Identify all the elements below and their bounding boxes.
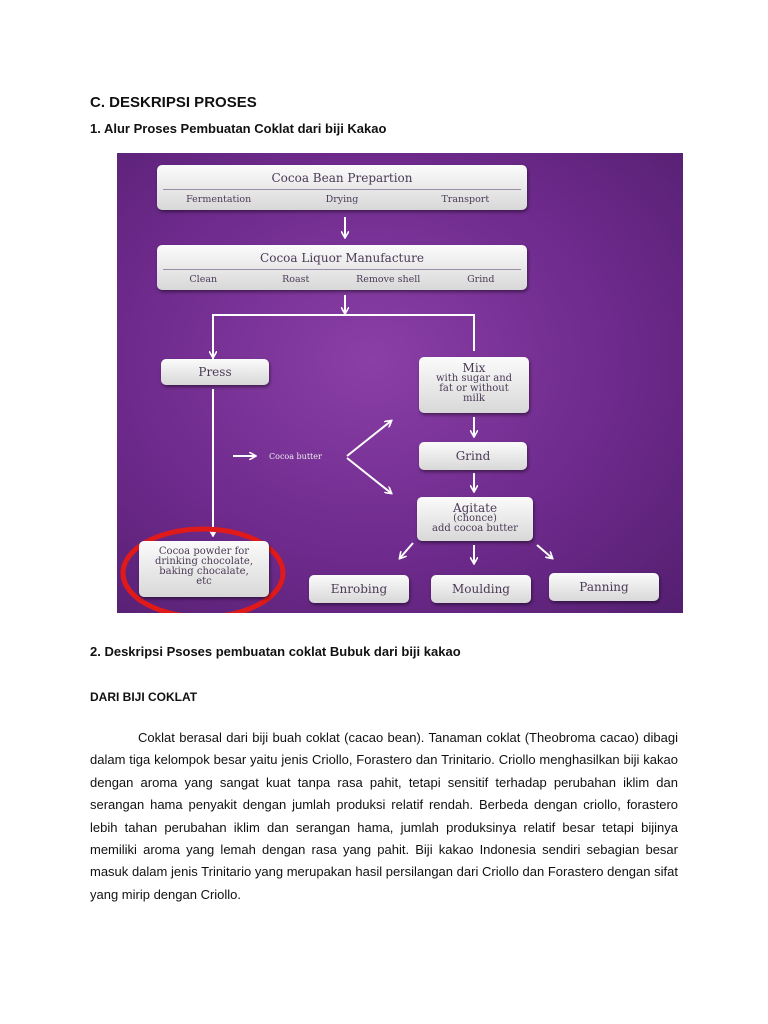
mix-line-3: milk	[463, 393, 485, 404]
arrow-to-panning	[537, 545, 552, 558]
step-remove-shell: Remove shell	[356, 274, 421, 285]
moulding-label: Moulding	[451, 582, 510, 596]
powder-line-2: drinking chocolate,	[154, 556, 254, 567]
arrow-cocoa-butter-up	[347, 421, 391, 456]
cocoa-butter-label: Cocoa butter	[269, 452, 322, 461]
subsection-title-1: 1. Alur Proses Pembuatan Coklat dari biji Kakao	[90, 121, 387, 136]
branch-line	[213, 315, 474, 363]
step-roast: Roast	[282, 274, 310, 285]
arrow-cocoa-butter-down	[347, 458, 391, 493]
grind-label: Grind	[455, 449, 491, 463]
step-grind: Grind	[467, 274, 495, 285]
step-fermentation: Fermentation	[186, 194, 252, 205]
enrobing-box	[309, 575, 409, 603]
step-drying: Drying	[325, 194, 359, 205]
agitate-title: Agitate	[452, 501, 498, 515]
mix-box	[419, 357, 529, 413]
body-paragraph: Coklat berasal dari biji buah coklat (cacao bean). Tanaman coklat (Theobroma cacao) dibagi dalam tiga kelompok besar yaitu jenis Criollo, Forastero dan Trinitario. Criollo menghasilkan biji kakao dengan aroma yang sangat kuat tanpa rasa pahit, tetapi sensitif terhadap perubahan iklim dan serangan hama penyakit dengan jumlah produksi relatif rendah. Berbeda dengan criollo, forastero lebih tahan perubahan iklim dan serangan hama, jumlah produksinya relatif besar tetapi bijinya memiliki aroma yang lemah dengan rasa yang pahit. Biji kakao Indonesia sendiri sebagian besar masuk dalam jenis Trinitario yang merupakan hasil persilangan dari Criollo dan Forastero dengan sifat yang mirip dengan Criollo.	[90, 730, 678, 902]
arrow-to-enrobing	[400, 543, 413, 558]
agitate-line-1: (chonce)	[453, 513, 497, 524]
section-title: C. DESKRIPSI PROSES	[90, 94, 257, 111]
mix-line-1: with sugar and	[435, 373, 513, 384]
press-box	[161, 359, 269, 385]
grind-box	[419, 442, 527, 470]
step-clean: Clean	[189, 274, 218, 285]
cocoa-powder-box	[139, 541, 269, 597]
step-transport: Transport	[441, 194, 490, 205]
liquor-manufacture-box	[157, 245, 527, 290]
agitate-line-2: add cocoa butter	[432, 523, 518, 534]
mix-title: Mix	[462, 361, 486, 375]
liquor-manufacture-title: Cocoa Liquor Manufacture	[260, 251, 424, 265]
mix-line-2: fat or without	[439, 383, 509, 394]
panning-box	[549, 573, 659, 601]
panning-label: Panning	[579, 580, 629, 594]
moulding-box	[431, 575, 531, 603]
powder-line-3: baking chocalate,	[159, 566, 249, 577]
bean-preparation-box	[157, 165, 527, 210]
powder-line-4: etc	[196, 576, 212, 587]
subheading: DARI BIJI COKLAT	[90, 690, 198, 704]
enrobing-label: Enrobing	[330, 582, 388, 596]
powder-line-1: Cocoa powder for	[158, 546, 250, 557]
press-label: Press	[198, 365, 232, 379]
chocolate-process-diagram	[117, 153, 683, 613]
subsection-title-2: 2. Deskripsi Psoses pembuatan coklat Bubuk dari biji kakao	[90, 644, 461, 659]
bean-preparation-title: Cocoa Bean Prepartion	[271, 171, 413, 185]
agitate-box	[417, 497, 533, 541]
